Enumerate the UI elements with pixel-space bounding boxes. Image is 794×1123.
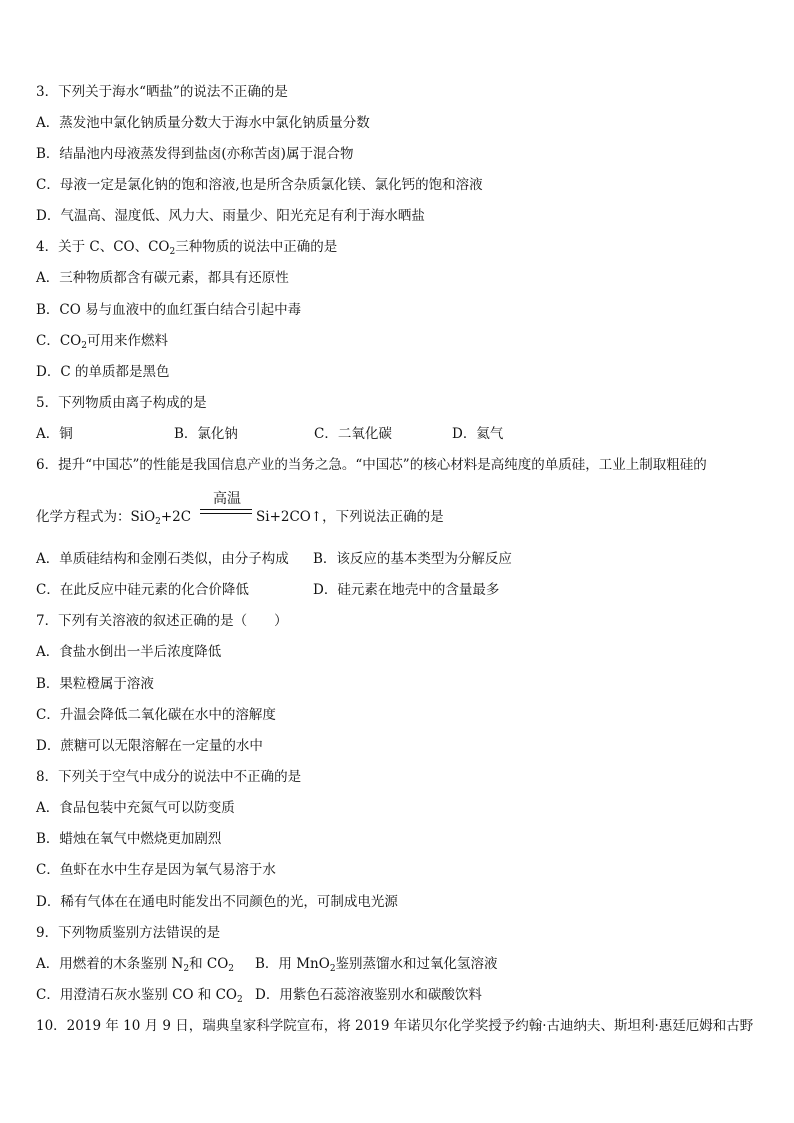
q6-equation-bar-bottom [200,513,252,514]
q9-option-c: C．用澄清石灰水鉴别 CO 和 $CO_2$ [36,987,243,1005]
q8-option-a: A．食品包装中充氮气可以防变质 [36,800,235,816]
q7-option-a: A．食盐水倒出一半后浓度降低 [36,644,222,660]
q3-option-c: C．母液一定是氯化钠的饱和溶液,也是所含杂质氯化镁、氯化钙的饱和溶液 [36,177,483,193]
q4-option-d: D．C 的单质都是黑色 [36,364,170,380]
q5-option-a: A．铜 [36,426,73,442]
q7-option-c: C．升温会降低二氧化碳在水中的溶解度 [36,707,276,723]
q7-option-d: D．蔗糖可以无限溶解在一定量的水中 [36,738,263,754]
q6-chemical-equation [36,488,756,528]
q6-option-a: A．单质硅结构和金刚石类似，由分子构成 [36,551,289,567]
q7-option-b: B．果粒橙属于溶液 [36,676,154,692]
q3-option-d: D．气温高、湿度低、风力大、雨量少、阳光充足有利于海水晒盐 [36,208,425,224]
q3-option-a: A．蒸发池中氯化钠质量分数大于海水中氯化钠质量分数 [36,115,370,131]
q8-option-b: B．蜡烛在氧气中燃烧更加剧烈 [36,831,222,847]
q6-equation-left: 化学方程式为：SiO$_2$+2C [36,509,192,527]
q9-option-b: B．用 MnO$_2$鉴别蒸馏水和过氧化氢溶液 [255,956,498,974]
q10-stem: 10．2019 年 10 月 9 日，瑞典皇家科学院宣布，将 2019 年诺贝尔化学奖授予约翰·古迪纳夫、斯坦利·惠廷厄姆和古野 [36,1018,754,1034]
q3-option-b: B．结晶池内母液蒸发得到盐卤(亦称苦卤)属于混合物 [36,146,354,162]
q4-stem: 4．关于 C、CO、$CO_2$三种物质的说法中正确的是 [36,239,338,257]
q6-option-c: C．在此反应中硅元素的化合价降低 [36,582,249,598]
q8-option-d: D．稀有气体在在通电时能发出不同颜色的光，可制成电光源 [36,894,398,910]
q5-stem: 5．下列物质由离子构成的是 [36,395,207,411]
q6-equation-right: Si+2CO↑，下列说法正确的是 [256,509,444,525]
q7-stem: 7．下列有关溶液的叙述正确的是（ ） [36,613,288,629]
q6-stem: 6．提升“中国芯”的性能是我国信息产业的当务之急。“中国芯”的核心材料是高纯度的单质硅，工业上制取粗硅的 [36,457,707,473]
q5-option-d: D．氦气 [452,426,504,442]
q8-option-c: C．鱼虾在水中生存是因为氧气易溶于水 [36,862,276,878]
q5-option-b: B．氯化钠 [174,426,238,442]
q8-stem: 8．下列关于空气中成分的说法中不正确的是 [36,769,302,785]
q9-stem: 9．下列物质鉴别方法错误的是 [36,925,221,941]
q4-option-b: B．CO 易与血液中的血红蛋白结合引起中毒 [36,302,302,318]
q6-reaction-condition: 高温 [213,491,241,507]
q9-option-d: D．用紫色石蕊溶液鉴别水和碳酸饮料 [255,987,482,1003]
q6-equation-bar-top [200,509,252,510]
q6-option-b: B．该反应的基本类型为分解反应 [313,551,512,567]
q6-option-d: D．硅元素在地壳中的含量最多 [313,582,500,598]
q5-option-c: C．二氧化碳 [314,426,392,442]
q4-option-a: A．三种物质都含有碳元素，都具有还原性 [36,270,289,286]
q3-stem: 3．下列关于海水“晒盐”的说法不正确的是 [36,84,288,100]
q9-option-a: A．用燃着的木条鉴别 $N_2$和 $CO_2$ [36,956,235,974]
q4-option-c: C．$CO_2$可用来作燃料 [36,333,168,351]
